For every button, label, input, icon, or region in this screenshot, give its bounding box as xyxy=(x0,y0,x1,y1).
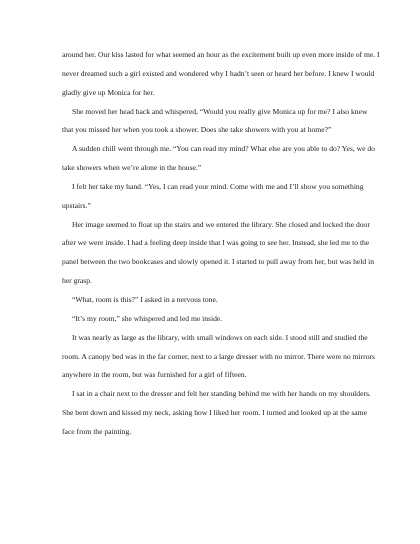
paragraph-8: It was nearly as large as the library, with small windows on each side. I stood still and studied the room. A canopy bed was in the far corner, next to a large dresser with no mirror. There were no mirrors anywhere in the room, but was furnished for a girl of fifteen. xyxy=(62,332,375,380)
paragraph-9: I sat in a chair next to the dresser and felt her standing behind me with her hands on my shoulders. She bent down and kissed my neck, asking how I liked her room. I turned and looked up at the same face from the painting. xyxy=(62,389,371,436)
paragraph-5: Her image seemed to float up the stairs and we entered the library. She closed and locked the door after we were inside. I had a feeling deep inside that I was going to see her. Instead, she led me to the panel between the two bookcases and slowly opened it. I started to pull away from her, but was held in her grasp. xyxy=(62,219,375,286)
paragraph-7: “It’s my room,” she whispered and led me inside. xyxy=(72,313,223,323)
paragraph-1: around her. Our kiss lasted for what seemed an hour as the excitement built up even more inside of me. I never dreamed such a girl existed and wondered why I hadn’t seen or heard her before. I knew I would gladly give up Monica for her. xyxy=(62,50,380,97)
paragraph-2: She moved her head back and whispered, “Would you really give Monica up for me? I also knew that you missed her when you took a shower. Does she take showers with you at home?” xyxy=(62,106,368,135)
story-text xyxy=(62,46,380,442)
paragraph-4: I felt her take my hand. “Yes, I can read your mind. Come with me and I’ll show you something upstairs.” xyxy=(62,181,364,210)
paragraph-3: A sudden chill went through me. “You can read my mind? What else are you able to do? Yes, we do take showers when we’re alone in the house.” xyxy=(62,144,375,173)
paragraph-6: “What, room is this?” I asked in a nervous tone. xyxy=(72,294,218,304)
